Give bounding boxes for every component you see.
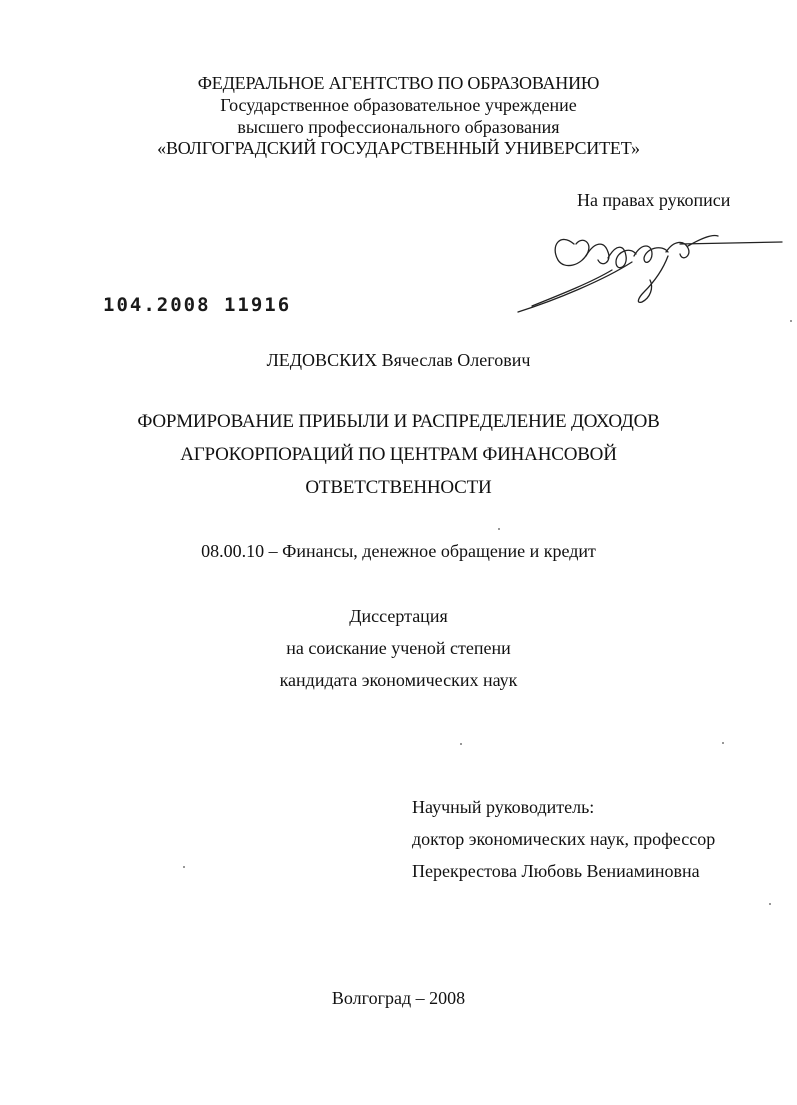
scan-speck bbox=[460, 743, 462, 745]
supervisor-name: Перекрестова Любовь Вениаминовна bbox=[412, 861, 700, 881]
university-name: «ВОЛГОГРАДСКИЙ ГОСУДАРСТВЕННЫЙ УНИВЕРСИТЕТ» bbox=[157, 138, 640, 158]
degree-purpose: на соискание ученой степени bbox=[286, 638, 511, 658]
scan-speck bbox=[183, 866, 185, 868]
city-year: Волгоград – 2008 bbox=[331, 988, 466, 1008]
library-stamp-number: 104.2008 11916 bbox=[103, 294, 292, 316]
manuscript-note: На правах рукописи bbox=[577, 190, 731, 210]
supervisor-rank: доктор экономических наук, профессор bbox=[412, 829, 716, 849]
scan-speck bbox=[769, 903, 771, 905]
specialty-code: 08.00.10 – Финансы, денежное обращение и кредит bbox=[201, 541, 596, 561]
scan-speck bbox=[722, 742, 724, 744]
degree-name: кандидата экономических наук bbox=[279, 670, 518, 690]
scan-speck bbox=[498, 528, 500, 530]
dissertation-title-line-3: ОТВЕТСТВЕННОСТИ bbox=[305, 477, 492, 498]
dissertation-title-line-2: АГРОКОРПОРАЦИЙ ПО ЦЕНТРАМ ФИНАНСОВОЙ bbox=[180, 444, 617, 465]
signature-image bbox=[512, 222, 784, 318]
supervisor-label: Научный руководитель: bbox=[412, 797, 595, 817]
dissertation-title-line-1: ФОРМИРОВАНИЕ ПРИБЫЛИ И РАСПРЕДЕЛЕНИЕ ДОХОДОВ bbox=[137, 411, 660, 432]
agency-name: ФЕДЕРАЛЬНОЕ АГЕНТСТВО ПО ОБРАЗОВАНИЮ bbox=[197, 73, 600, 93]
document-type: Диссертация bbox=[349, 606, 448, 626]
scan-speck bbox=[790, 320, 792, 322]
institution-type: Государственное образовательное учреждение bbox=[220, 95, 577, 115]
education-level: высшего профессионального образования bbox=[237, 117, 560, 137]
author-name: ЛЕДОВСКИХ Вячеслав Олегович bbox=[266, 350, 531, 370]
